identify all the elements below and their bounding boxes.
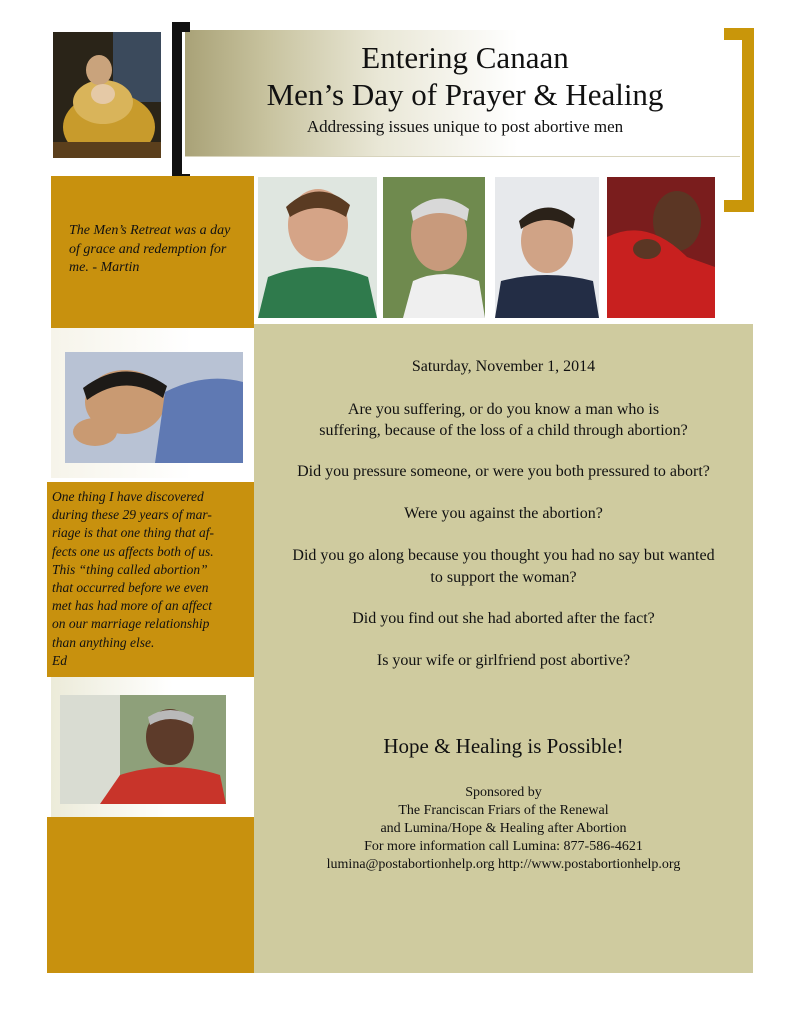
ed-quote-line: met has had more of an affect bbox=[52, 598, 212, 614]
question-2: Did you pressure someone, or were you both pressured to abort? bbox=[297, 463, 710, 480]
saint-painting-image bbox=[53, 32, 161, 158]
question-4-line-2: to support the woman? bbox=[430, 569, 577, 586]
sponsor-contact-links: lumina@postabortionhelp.org http://www.postabortionhelp.org bbox=[326, 857, 681, 872]
sponsor-phone: For more information call Lumina: 877-586-4621 bbox=[364, 839, 643, 854]
question-5: Did you find out she had aborted after the fact? bbox=[352, 610, 655, 627]
sponsor-line-1: Sponsored by bbox=[465, 785, 542, 800]
ed-quote-line: riage is that one thing that af- bbox=[52, 525, 214, 541]
ed-quote-signature: Ed bbox=[52, 652, 67, 668]
event-date: Saturday, November 1, 2014 bbox=[411, 358, 596, 375]
left-gold-footer-block bbox=[47, 817, 254, 973]
question-4-line-1: Did you go along because you thought you had no say but wanted bbox=[292, 547, 715, 564]
ed-quote-line: that occurred before we even bbox=[52, 580, 209, 596]
title-line-2: Men’s Day of Prayer & Healing bbox=[266, 77, 664, 112]
question-6: Is your wife or girlfriend post abortive? bbox=[376, 652, 631, 669]
ed-quote-line: on our marriage relationship bbox=[52, 616, 210, 632]
older-man-thinking-photo bbox=[60, 695, 226, 804]
martin-quote-box bbox=[51, 176, 254, 328]
title-line-1: Entering Canaan bbox=[361, 40, 569, 75]
ed-quote-line: fects one us affects both of us. bbox=[52, 543, 214, 559]
ed-quote-line: during these 29 years of mar- bbox=[52, 507, 212, 523]
sponsor-line-3: and Lumina/Hope & Healing after Abortion bbox=[380, 821, 627, 836]
hope-headline: Hope & Healing is Possible! bbox=[383, 734, 624, 758]
young-man-dark-sweater-photo bbox=[495, 177, 599, 318]
sponsor-line-2: The Franciscan Friars of the Renewal bbox=[398, 803, 609, 818]
ed-quote-line: One thing I have discovered bbox=[52, 489, 204, 504]
question-3: Were you against the abortion? bbox=[404, 505, 603, 522]
sad-young-man-photo bbox=[65, 352, 243, 463]
older-man-photo bbox=[383, 177, 485, 318]
question-1-line-1: Are you suffering, or do you know a man who is bbox=[347, 401, 660, 418]
main-content-panel bbox=[254, 324, 753, 973]
man-with-glasses-photo bbox=[258, 177, 377, 318]
ed-quote-line: than anything else. bbox=[52, 634, 155, 650]
man-red-shirt-photo bbox=[607, 177, 715, 318]
martin-quote-text: The Men’s Retreat was a day of grace and redemption for me. - Martin bbox=[69, 223, 231, 275]
ed-quote-line: This “thing called abortion” bbox=[52, 561, 208, 577]
ed-quote-box bbox=[47, 482, 254, 677]
title-block bbox=[185, 40, 745, 138]
question-1-line-2: suffering, because of the loss of a child through abortion? bbox=[319, 422, 688, 439]
subtitle: Addressing issues unique to post abortive men bbox=[306, 117, 624, 136]
